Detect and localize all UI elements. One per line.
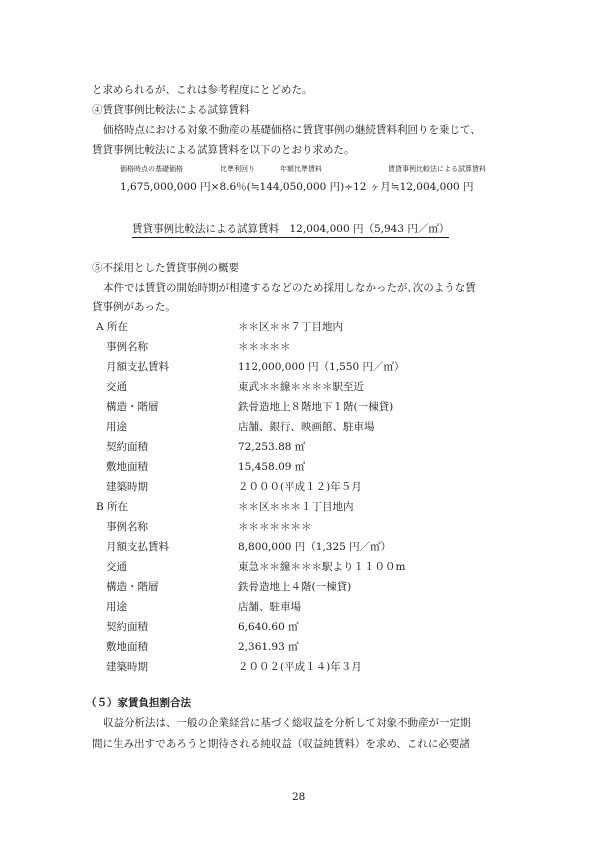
section5-para1: 本件では賃貸の開始時期が相違するなどのため採用しなかったが､次のような賃 [103,282,476,294]
case-a-value: ＊＊区＊＊７丁目地内 [238,321,343,333]
case-a-value: ２０００(平成１２)年５月 [238,481,362,493]
section4-heading: ④賃貸事例比較法による試算賃料 [92,104,250,116]
section5-para2: 貸事例があった。 [92,301,176,313]
case-a-label: 建築時期 [106,481,148,493]
case-b-label: 敷地面積 [106,641,148,653]
case-a-value: 鉄骨造地上８階地下１階(一棟貸) [238,401,394,413]
rent-formula: 1,675,000,000 円×8.6％(≒144,050,000 円)÷12 ヶ月≒12,004,000 円 [120,181,474,193]
section-kachin-para1: 収益分析法は、一般の企業経営に基づく総収益を分析して対象不動産が一定期 [103,717,471,729]
section-kachin-heading: （５）家賃負担割合法 [86,697,191,709]
case-a-value: 東武＊＊線＊＊＊＊駅至近 [238,381,364,393]
label-annual-rent: 年額比準賃料 [280,165,322,173]
case-b-value: 8,800,000 円（1,325 円／㎡） [238,541,392,553]
case-b-label: 交通 [106,561,127,573]
case-b-value: ＊＊区＊＊＊１丁目地内 [238,501,354,513]
page-number: 28 [292,791,306,803]
case-a-label: A 所在 [96,321,128,333]
case-b-label: 構造・階層 [106,581,159,593]
case-a-label: 敷地面積 [106,461,148,473]
case-a-label: 構造・階層 [106,401,159,413]
section4-para2: 賃貸事例比較法による試算賃料を以下のとおり求めた。 [92,144,355,156]
case-a-label: 交通 [106,381,127,393]
case-b-value: 東急＊＊線＊＊＊駅より１１００m [238,561,406,573]
case-a-label: 用途 [106,421,127,433]
case-a-value: 112,000,000 円（1,550 円／㎡） [238,361,405,373]
case-a-value: 15,458.09 ㎡ [238,461,306,473]
label-yield: 比準利回り [220,165,255,173]
intro-line: と求められるが、これは参考程度にとどめた。 [92,84,313,96]
case-a-value: 72,253.88 ㎡ [238,441,306,453]
case-b-value: 2,361.93 ㎡ [238,641,299,653]
case-b-label: B 所在 [96,501,129,513]
case-a-label: 月額支払賃料 [106,361,169,373]
case-b-value: 店舗、駐車場 [238,601,301,613]
case-b-label: 用途 [106,601,127,613]
case-b-label: 契約面積 [106,621,148,633]
label-base-price: 価格時点の基礎価格 [120,165,183,173]
case-b-value: ＊＊＊＊＊＊＊ [238,521,312,533]
case-b-value: 鉄骨造地上４階(一棟貸) [238,581,352,593]
case-b-label: 月額支払賃料 [106,541,169,553]
case-b-label: 事例名称 [106,521,148,533]
trial-rent-result: 賃貸事例比較法による試算賃料 12,004,000 円（5,943 円／㎡） [132,222,449,238]
case-a-value: ＊＊＊＊＊ [238,341,291,353]
case-a-label: 事例名称 [106,341,148,353]
section-kachin-para2: 間に生み出すであろうと期待される純収益（収益純賃料）を求め、これに必要諸 [92,738,470,750]
case-a-value: 店舗、銀行、映画館、駐車場 [238,421,375,433]
section5-heading: ⑤不採用とした賃貸事例の概要 [92,262,239,274]
label-trial-rent: 賃貸事例比較法による試算賃料 [388,165,486,173]
section4-para1: 価格時点における対象不動産の基礎価格に賃貸事例の継続賃料利回りを乗じて、 [103,124,481,136]
case-a-label: 契約面積 [106,441,148,453]
case-b-value: ２００２(平成１４)年３月 [238,661,362,673]
case-b-label: 建築時期 [106,661,148,673]
case-b-value: 6,640.60 ㎡ [238,621,299,633]
